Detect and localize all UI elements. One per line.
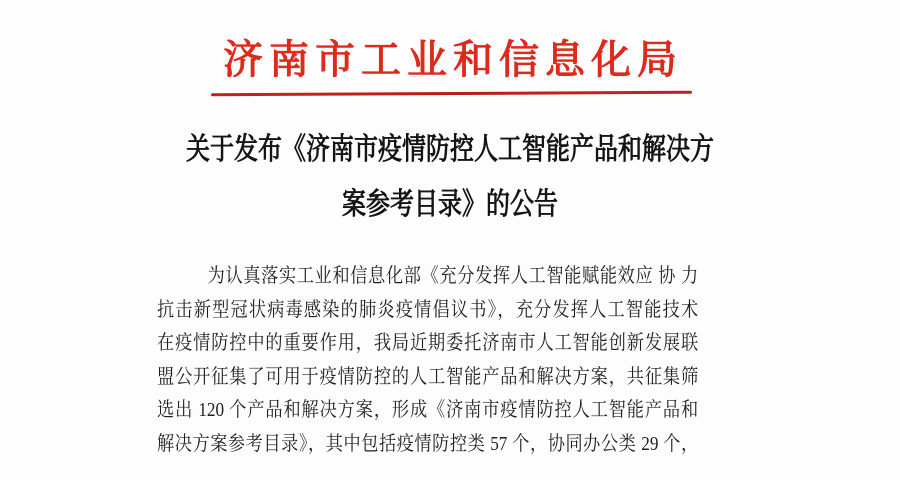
notice-title-line-2: 案参考目录》的公告 [342, 188, 558, 221]
body-line: 在疫情防控中的重要作用，我局近期委托济南市人工智能创新发展联 [157, 332, 699, 355]
letterhead-rule [211, 91, 692, 97]
body-line: 盟公开征集了可用于疫情防控的人工智能产品和解决方案，共征集筛 [157, 365, 699, 388]
body-line: 为认真落实工业和信息化部《充分发挥人工智能赋能效应 协 力 [207, 265, 699, 287]
notice-body [157, 260, 698, 462]
body-line: 抗击新型冠状病毒感染的肺炎疫情倡议书》，充分发挥人工智能技术 [157, 298, 699, 321]
letterhead-agency-title: 济南市工业和信息化局 [223, 37, 683, 82]
body-line: 选出 120 个产品和解决方案，形成《济南市疫情防控人工智能产品和 [157, 399, 699, 422]
notice-title [90, 122, 810, 232]
body-line: 解决方案参考目录》，其中包括疫情防控类 57 个，协同办公类 29 个， [157, 432, 699, 455]
notice-title-line-1: 关于发布《济南市疫情防控人工智能产品和解决方 [186, 133, 714, 166]
